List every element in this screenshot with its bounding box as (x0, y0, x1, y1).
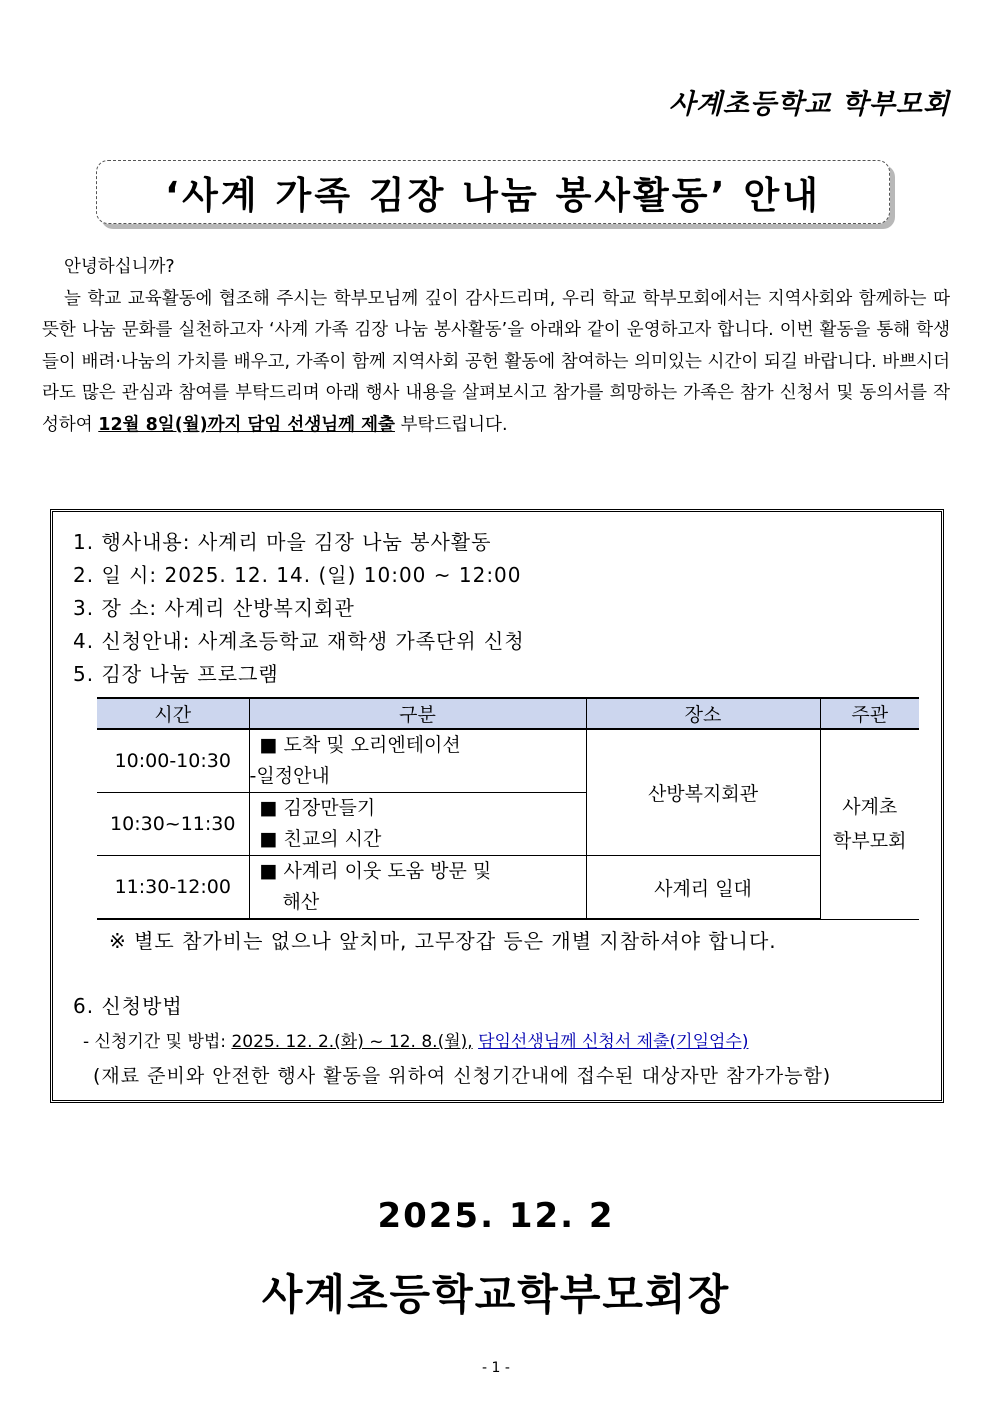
time-cell: 11:30-12:00 (97, 856, 249, 920)
header-place: 장소 (586, 698, 820, 729)
item-location: 3. 장 소: 사계리 산방복지회관 (73, 596, 355, 620)
intro-body (42, 284, 950, 442)
program-table (97, 697, 919, 920)
intro-body-end: 부탁드립니다. (394, 414, 508, 435)
header-category: 구분 (249, 698, 586, 729)
item-event-content: 1. 행사내용: 사계리 마을 김장 나눔 봉사활동 (73, 530, 492, 554)
time-cell: 10:30~11:30 (97, 793, 249, 856)
issue-date: 2025. 12. 2 (377, 1196, 615, 1236)
item-program-heading: 5. 김장 나눔 프로그램 (73, 662, 279, 686)
event-info-box (50, 509, 944, 1103)
activity-line: ■ 도착 및 오리엔테이션 (259, 734, 461, 756)
header-time: 시간 (97, 698, 249, 729)
application-prefix: - 신청기간 및 방법: (83, 1032, 232, 1052)
organization-header: 사계초등학교 학부모회 (668, 89, 950, 120)
application-note: (재료 준비와 안전한 행사 활동을 위하여 신청기간내에 접수된 대상자만 참가가능함) (93, 1065, 832, 1087)
deadline-highlight: 12월 8일(월)까지 담임 선생님께 제출 (98, 414, 395, 435)
item-application-info: 4. 신청안내: 사계초등학교 재학생 가족단위 신청 (73, 629, 525, 653)
title-box (96, 160, 890, 224)
time-cell: 10:00-10:30 (97, 729, 249, 793)
greeting: 안녕하십니까? (64, 257, 175, 277)
intro-body-main: 늘 학교 교육활동에 협조해 주시는 학부모님께 깊이 감사드리며, 우리 학교 학부모회에서는 지역사회와 함께하는 따뜻한 나눔 문화를 실천하고자 ‘사계 가족 김장 나눔 봉사활동’을 아래와 같이 운영하고자 합니다. 이번 활동을 통해 학생들이 배려·나눔의 가치를 배우고, 가족이 함께 지역사회 공헌 활동에 참여하는 의미있는 시간이 되길 바랍니다. 바쁘시더라도 많은 관심과 참여를 부탁드리며 아래 행사 내용을 살펴보시고 참가를 희망하는 가족은 참가 신청서 및 동의서를 작성하여 (42, 288, 950, 435)
activity-cell (249, 793, 586, 856)
program-table-header (97, 698, 919, 729)
activity-line: ■ 사계리 이웃 도움 방문 및 (259, 860, 492, 882)
place-cell: 산방복지회관 (586, 729, 820, 856)
page-number: - 1 - (482, 1360, 510, 1376)
supplies-note: ※ 별도 참가비는 없으나 앞치마, 고무장갑 등은 개별 지참하셔야 합니다. (109, 929, 777, 953)
place-cell: 사계리 일대 (586, 856, 820, 920)
table-row (97, 729, 919, 793)
activity-line: ■ 친교의 시간 (259, 828, 382, 850)
application-submit: 담임선생님께 신청서 제출(기일엄수) (478, 1032, 749, 1052)
host-cell (820, 729, 919, 919)
item-datetime: 2. 일 시: 2025. 12. 14. (일) 10:00 ~ 12:00 (73, 563, 522, 587)
signature: 사계초등학교학부모회장 (261, 1270, 731, 1319)
activity-cell (249, 729, 586, 793)
activity-cell (249, 856, 586, 920)
application-period (83, 1027, 748, 1052)
header-host: 주관 (820, 698, 919, 729)
application-method-heading: 6. 신청방법 (73, 994, 183, 1018)
application-dates: 2025. 12. 2.(화) ~ 12. 8.(월), (231, 1032, 473, 1052)
activity-line: 해산 (282, 891, 320, 913)
document-title: ‘사계 가족 김장 나눔 봉사활동’ 안내 (165, 174, 821, 217)
table-row (97, 856, 919, 920)
intro-section (42, 252, 950, 441)
activity-line: ■ 김장만들기 (259, 797, 376, 819)
host-line: 학부모회 (833, 830, 907, 853)
activity-line: -일정안내 (249, 765, 330, 787)
host-line: 사계초 (842, 796, 898, 819)
